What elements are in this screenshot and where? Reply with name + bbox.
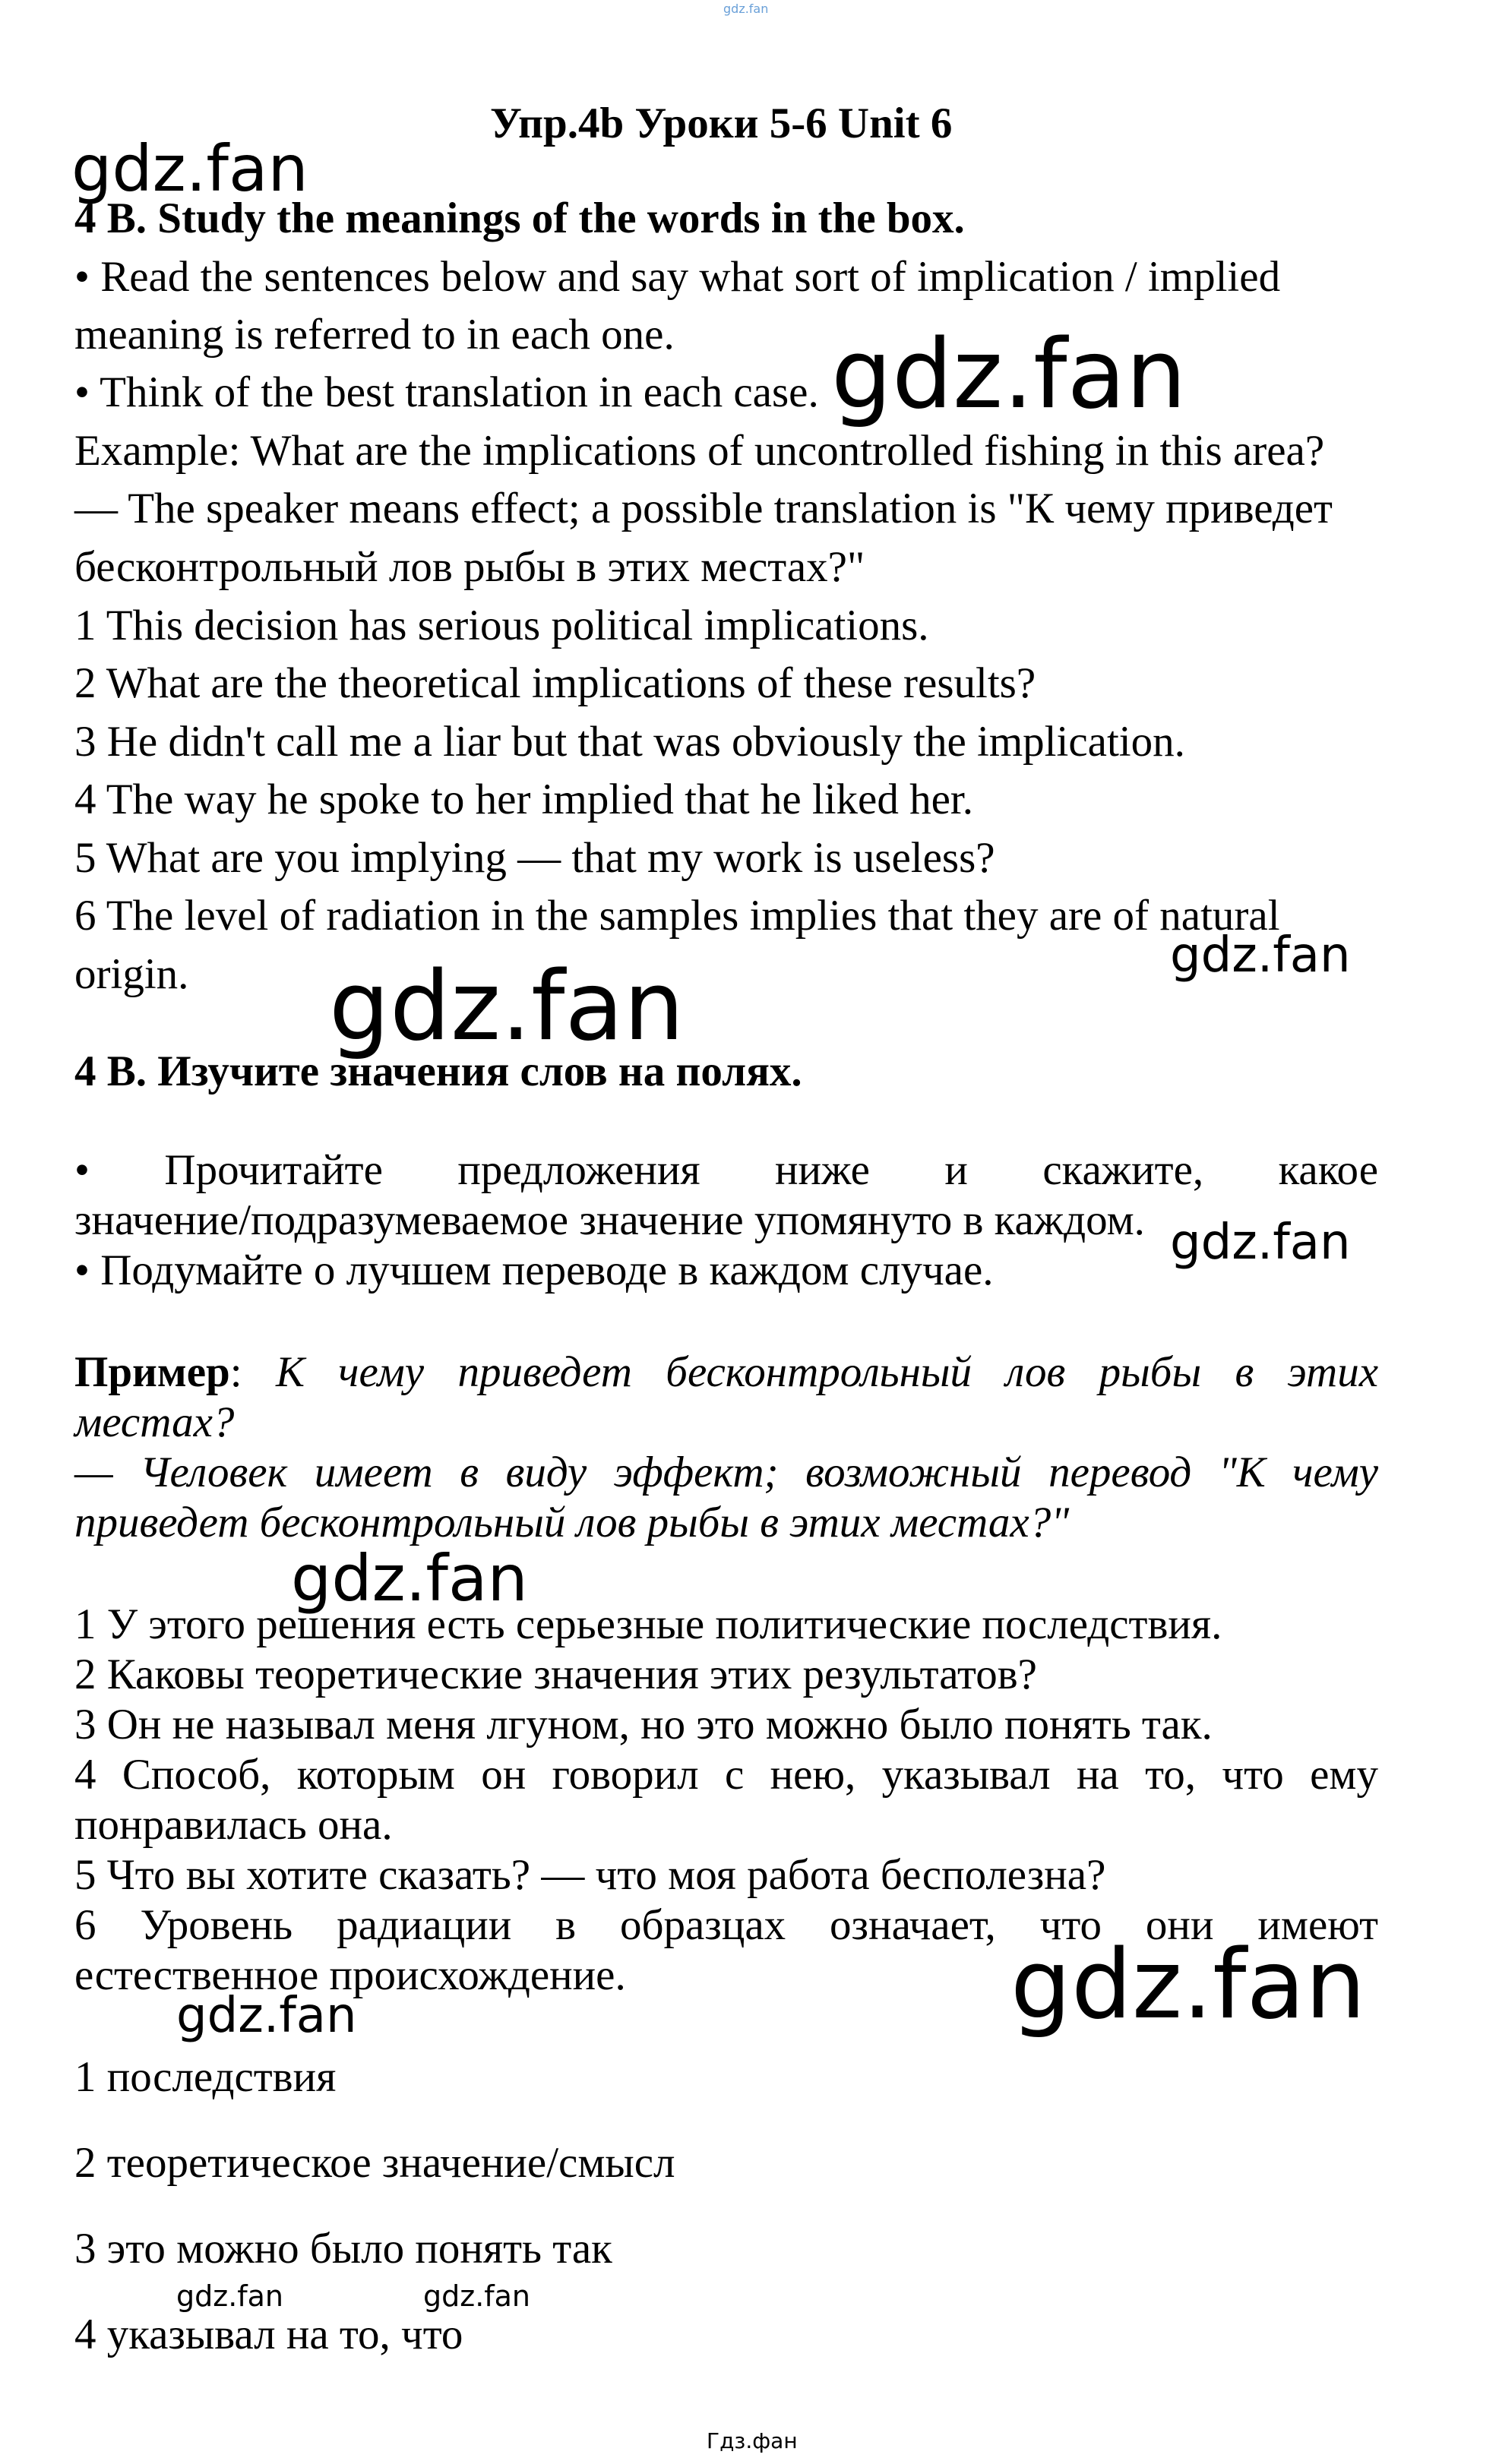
watermark: gdz.fan	[1170, 1215, 1351, 1271]
watermark: gdz.fan	[1170, 927, 1351, 984]
english-example-translation-a: — The speaker means effect; a possible translation is "К чему приведет	[74, 485, 1333, 532]
answer-3: 3 это можно было понять так	[74, 2225, 612, 2273]
russian-sentence-3: 3 Он не называл меня лгуном, но это можно было понять так.	[74, 1701, 1213, 1748]
russian-example-line-1	[74, 1347, 1378, 1398]
english-instruction-1b: meaning is referred to in each one.	[74, 311, 675, 359]
watermark: gdz.fan	[71, 131, 308, 206]
russian-instruction-1a: • Прочитайте предложения ниже и скажите, какое	[74, 1146, 1378, 1194]
russian-heading: 4 В. Изучите значения слов на полях.	[74, 1047, 802, 1095]
watermark: gdz.fan	[329, 950, 685, 1062]
english-instruction-1a: • Read the sentences below and say what sort of implication / implied	[74, 253, 1281, 301]
russian-sentence-5: 5 Что вы хотите сказать? — что моя работа бесполезна?	[74, 1851, 1106, 1899]
russian-sentence-2: 2 Каковы теоретические значения этих результатов?	[74, 1651, 1037, 1698]
answer-2: 2 теоретическое значение/смысл	[74, 2139, 675, 2187]
russian-sentence-4a: 4 Способ, которым он говорил с нею, указывал на то, что ему	[74, 1751, 1378, 1799]
russian-sentence-6b: естественное происхождение.	[74, 1951, 626, 1999]
english-example-translation-b: бесконтрольный лов рыбы в этих местах?"	[74, 543, 865, 591]
russian-sentence-6a: 6 Уровень радиации в образцах означает, что они имеют	[74, 1901, 1378, 1949]
watermark: gdz.fan	[423, 2279, 531, 2313]
russian-sentence-4b: понравилась она.	[74, 1801, 393, 1849]
english-sentence-5: 5 What are you implying — that my work is useless?	[74, 834, 995, 882]
top-watermark: gdz.fan	[723, 2, 769, 16]
english-sentence-4: 4 The way he spoke to her implied that he liked her.	[74, 776, 973, 823]
english-sentence-2: 2 What are the theoretical implications of these results?	[74, 659, 1036, 707]
english-heading: 4 B. Study the meanings of the words in the box.	[74, 194, 965, 242]
watermark: gdz.fan	[176, 2279, 284, 2313]
page-title: Упр.4b Уроки 5-6 Unit 6	[490, 100, 953, 147]
answer-4: 4 указывал на то, что	[74, 2311, 463, 2358]
example-colon: :	[229, 1348, 242, 1396]
watermark: gdz.fan	[176, 1988, 357, 2044]
english-instruction-2: • Think of the best translation in each case.	[74, 368, 819, 416]
russian-example-line-3: — Человек имеет в виду эффект; возможный перевод "К чему	[74, 1448, 1378, 1496]
english-sentence-1: 1 This decision has serious political implications.	[74, 602, 929, 649]
english-sentence-3: 3 He didn't call me a liar but that was obviously the implication.	[74, 718, 1185, 766]
english-example: Example: What are the implications of uncontrolled fishing in this area?	[74, 427, 1325, 475]
russian-sentence-1: 1 У этого решения есть серьезные политические последствия.	[74, 1600, 1222, 1648]
english-sentence-6a: 6 The level of radiation in the samples implies that they are of natural	[74, 892, 1280, 940]
russian-example-line-2: местах?	[74, 1398, 235, 1446]
english-sentence-6b: origin.	[74, 950, 189, 998]
watermark: gdz.fan	[831, 318, 1187, 430]
russian-example-line-4: приведет бесконтрольный лов рыбы в этих местах?"	[74, 1499, 1070, 1546]
watermark: gdz.fan	[1010, 1929, 1366, 2040]
russian-instruction-1b: значение/подразумеваемое значение упомянуто в каждом.	[74, 1196, 1145, 1244]
example-label: Пример	[74, 1348, 230, 1396]
answer-1: 1 последствия	[74, 2053, 337, 2101]
footer-watermark: Гдз.фан	[707, 2428, 798, 2453]
watermark: gdz.fan	[291, 1541, 528, 1616]
example-text-a: К чему приведет бесконтрольный лов рыбы в этих	[276, 1348, 1379, 1396]
russian-instruction-2: • Подумайте о лучшем переводе в каждом случае.	[74, 1246, 994, 1294]
